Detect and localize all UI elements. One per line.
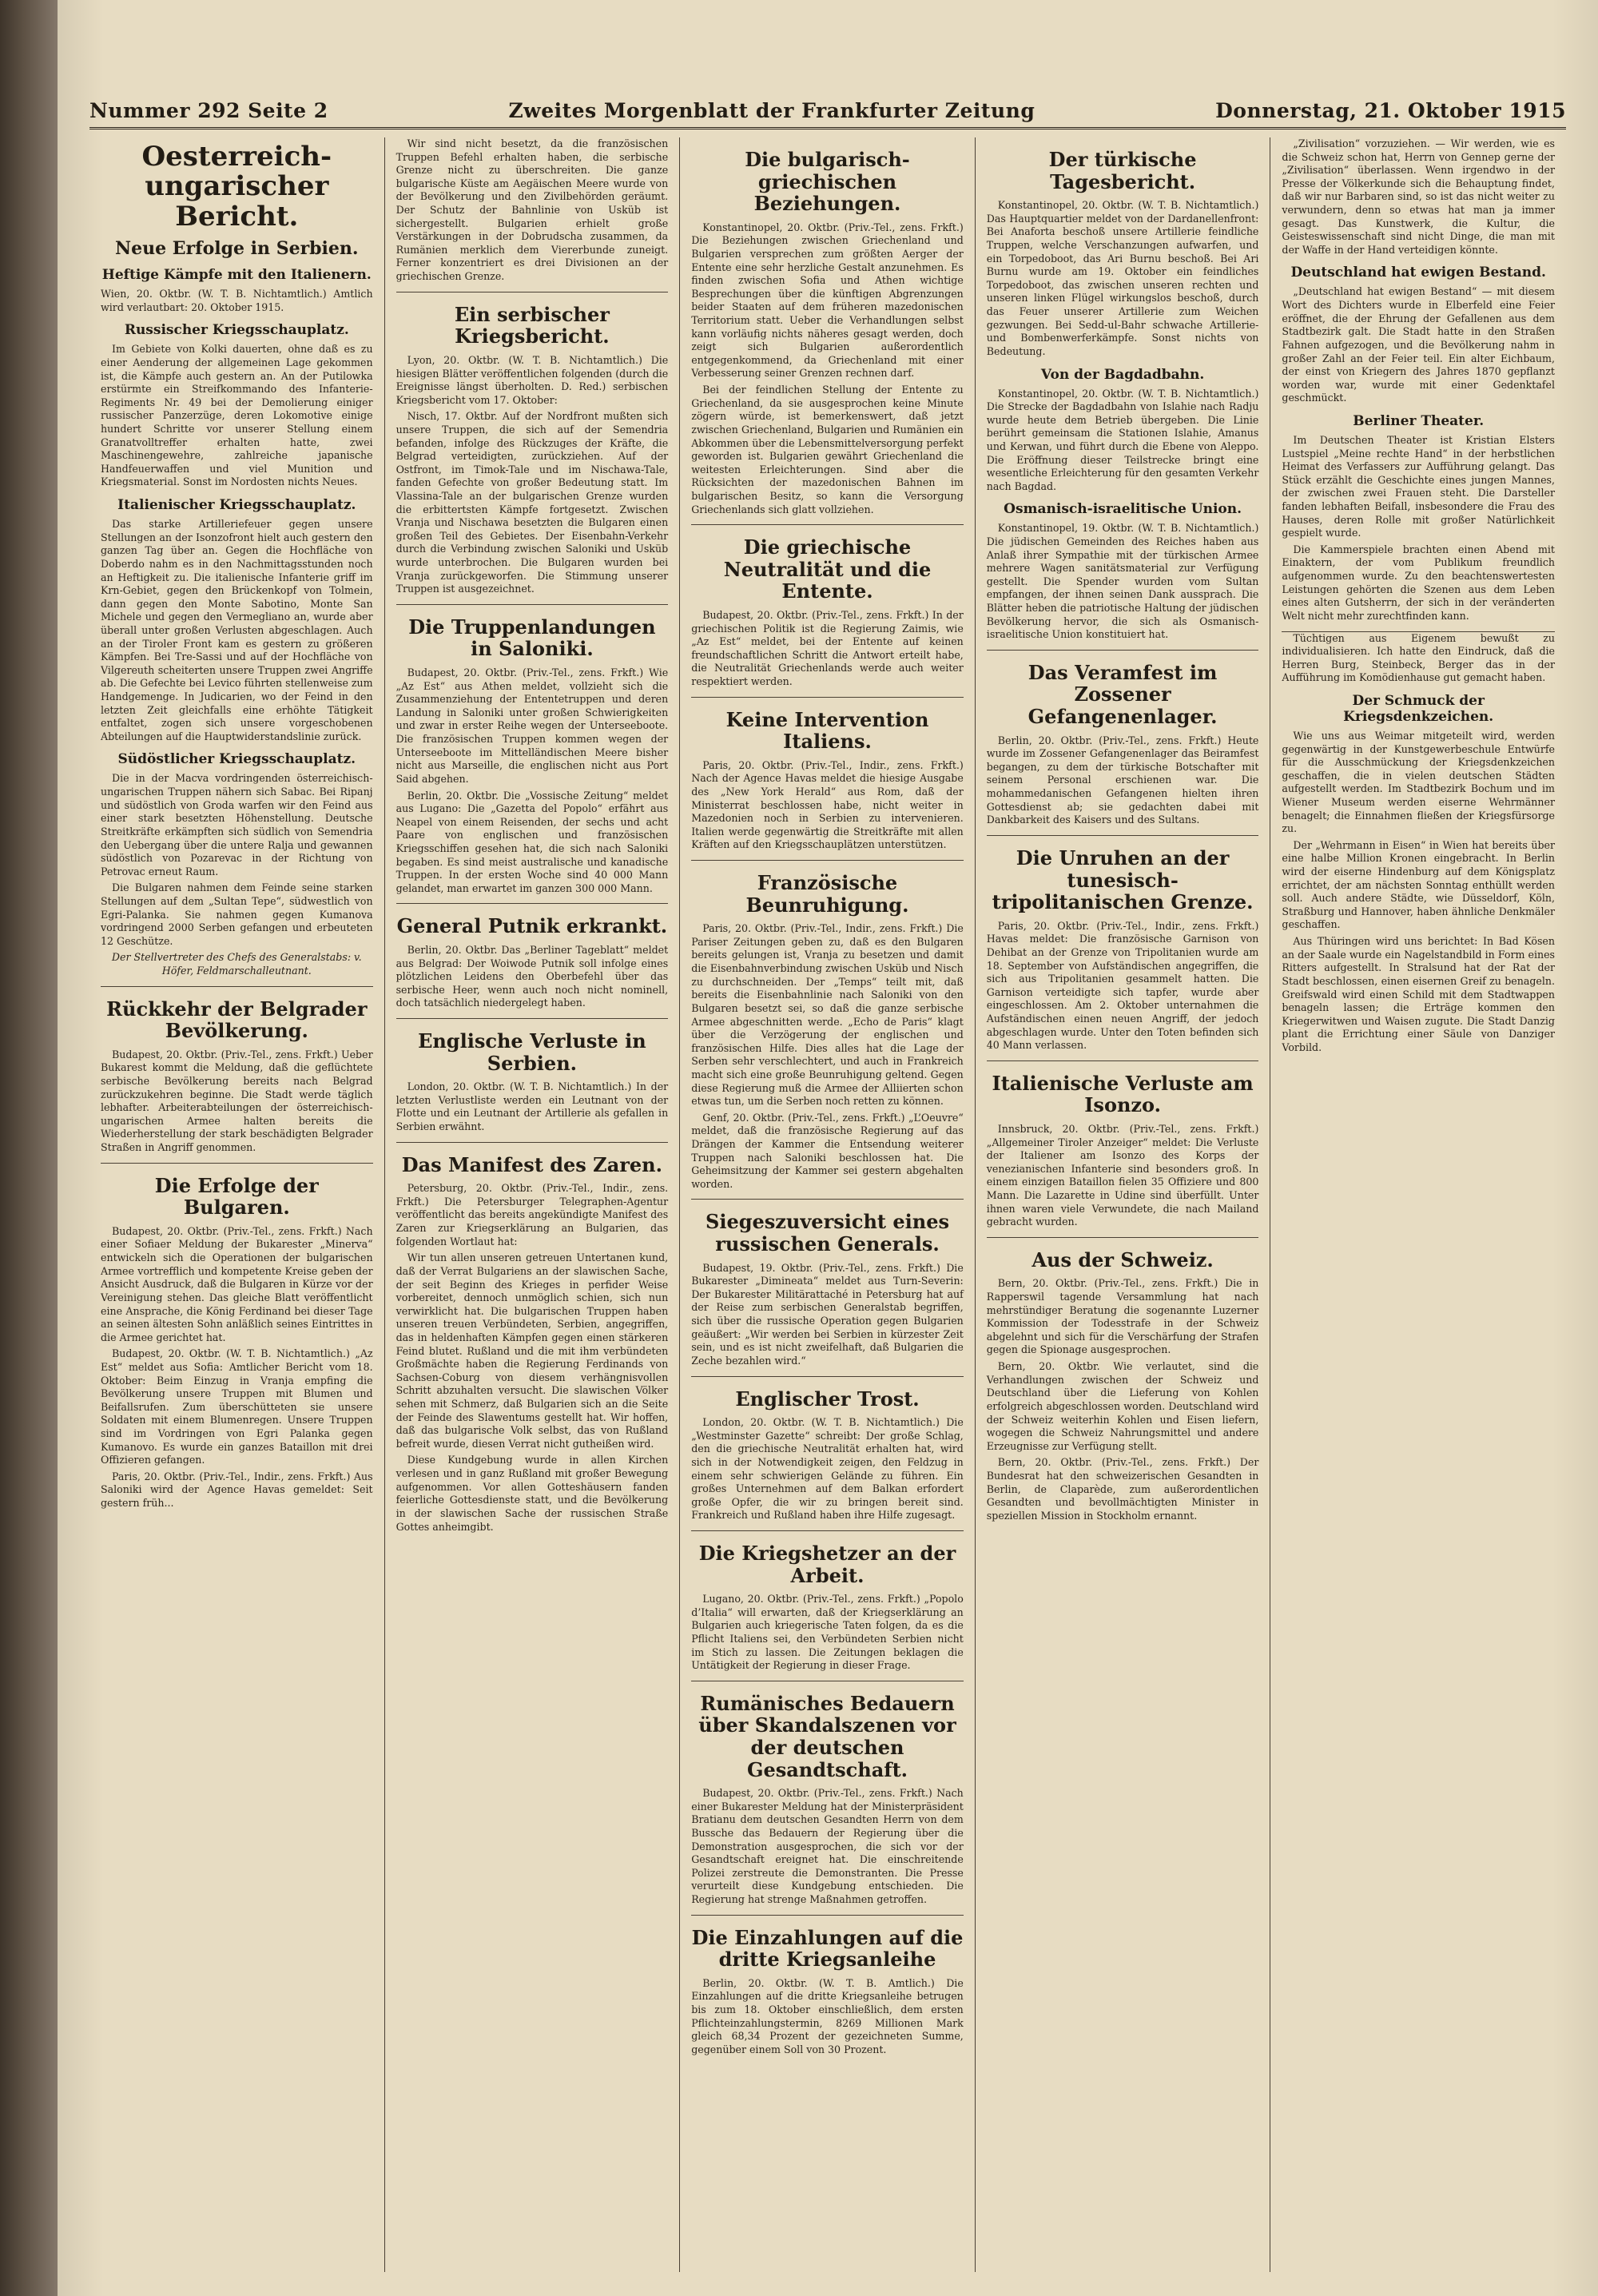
article-title: Rumänisches Bedauern über Skandalszenen vor der deutschen Gesandtschaft. [698,1691,956,1781]
article-title: Der türkische Tagesbericht. [1048,148,1197,193]
paragraph: Budapest, 20. Oktbr. (Priv.-Tel., zens. Frkft.) Ueber Bukarest kommt die Meldung, daß die geflüchtete serbische Bevölkerung bereits nach Belgrad zurückzukehren beginne. Die Stadt werde täglich lebhafter. Arbeiterabteilungen der österreichisch-ungarischen Armee halten bereits die Wiederherstellung der stark beschädigten Belgrader Straßen in Angriff genommen. [101,1048,373,1154]
paragraph: London, 20. Oktbr. (W. T. B. Nichtamtlich.) Die „Westminster Gazette“ schreibt: Der große Schlag, den die griechische Neutralität erhalten hat, wird sich in der Notwendigkeit zeigen, den Feldzug in einem sehr schwierigen Gelände zu führen. Ein großes Unternehmen auf dem Balkan erfordert große Opfer, die wir zu bringen bereit sind. Frankreich und Rußland haben ihre Hilfe zugesagt. [691,1416,964,1522]
paragraph: Budapest, 20. Oktbr. (W. T. B. Nichtamtlich.) „Az Est“ meldet aus Sofia: Amtlicher Bericht vom 18. Oktober: Beim Einzug in Vranja empfing die Bevölkerung unsere Truppen mit Blumen und Beifallsrufen. Zum überschütteten sie unsere Soldaten mit einem Blumenregen. Unsere Truppen sind im Vordringen von Egri Palanka gegen Kumanovo. Es wurde ein ganzes Bataillon mit drei Offizieren gefangen. [101,1347,373,1466]
article-title: Oesterreich-ungarischer Bericht. [141,141,332,233]
section-heading: Berliner Theater. [1353,412,1485,429]
paragraph: Bern, 20. Oktbr. (Priv.-Tel., zens. Frkft.) Der Bundesrat hat den schweizerischen Gesandten in Berlin, de Claparède, zum außerordentlichen Gesandten und bevollmächtigten Minister in speziellen Mission in Stockholm ernannt. [986,1456,1259,1522]
article-title: Die Einzahlungen auf die dritte Kriegsanleihe [691,1925,964,1972]
article-title: Die Erfolge der Bulgaren. [154,1173,319,1220]
divider [987,650,1259,651]
column-5 [1270,137,1566,2272]
section-heading: Italienischer Kriegsschauplatz. [117,497,356,514]
paragraph: Der „Wehrmann in Eisen“ in Wien hat bereits über eine halbe Million Kronen eingebracht. In Berlin wird der eiserne Hindenburg auf dem Königsplatz errichtet, der am nächsten Sonntag enthüllt werden soll. Auch andere Städte, wie Düsseldorf, Köln, Straßburg und Hannover, haben ähnliche Denkmäler geschaffen. [1282,838,1555,931]
paragraph: Im Gebiete von Kolki dauerten, ohne daß es zu einer Aenderung der allgemeinen Lage gekommen ist, die Kämpfe auch gestern an. An der Putilowka erstürmte ein Streifkommando des Infanterie-Regiments Nr. 49 bei der Demolierung einiger russischer Panzerzüge, deren Lokomotive einige hundert Schritte vor unserer Stellung einem Granatvolltreffer erhalten hatte, zwei Maschinengewehre, zahlreiche japanische Handfeuerwaffen und viel Munition und Kriegsmaterial. Sonst im Nordosten nichts Neues. [101,343,373,488]
paragraph: Lyon, 20. Oktbr. (W. T. B. Nichtamtlich.) Die hiesigen Blätter veröffentlichen folgenden (durch die Ereignisse längst überholten. D. Red.) serbischen Kriegsbericht vom 17. Oktober: [396,353,669,406]
divider [691,524,964,525]
book-binding-edge [0,0,58,2296]
paragraph: London, 20. Oktbr. (W. T. B. Nichtamtlich.) In der letzten Verlustliste werden ein Leutnant von der Flotte und ein Leutnant der Artillerie als gefallen in Serbien erwähnt. [396,1080,669,1133]
article-title: Die bulgarisch-griechischen Beziehungen. [745,148,910,216]
paragraph: Das starke Artilleriefeuer gegen unsere Stellungen an der Isonzofront hielt auch gestern den ganzen Tag über an. Gegen die Hochfläche von Doberdo nahm es in den Nachmittagsstunden noch an Heftigkeit zu. Die italienische Infanterie griff im Krn-Gebiet, gegen den Brückenkopf von Tolmein, dann gegen den Monte Sabotino, Monte San Michele und gegen den Vermegliano an, wurde aber überall unter großen Verlusten abgeschlagen. Auch an der Tiroler Front kam es gestern zu größeren Kämpfen. Bei Tre-Sassi und auf der Hochfläche von Vilgereuth scheiterten unsere Truppen zwei Angriffe ab. Die Gefechte bei Levico führten stellenweise zum Handgemenge. In Judicarien, wo der Feind in den letzten Zeit gleichfalls eine erhöhte Tätigkeit entfaltet, zogen sich unsere vorgeschobenen Abteilungen auf die Hauptwiderstandslinie zurück. [101,518,373,742]
divider [101,1163,373,1164]
column-1 [89,137,385,2272]
paragraph: Paris, 20. Oktbr. (Priv.-Tel., Indir., zens. Frkft.) Aus Saloniki wird der Agence Havas gemeldet: Seit gestern früh... [101,1470,373,1510]
dateline: Wien, 20. Oktbr. (W. T. B. Nichtamtlich.) Amtlich wird verlautbart: 20. Oktober 1915. [101,288,373,313]
article-title: Englische Verluste in Serbien. [418,1029,646,1075]
article-title: Französische Beunruhigung. [745,871,909,917]
paragraph: Tüchtigen aus Eigenem bewußt zu individualisieren. Ich hatte den Eindruck, daß die Herren Burg, Steinbeck, Berger das in der Aufführung im Komödienhause gut gemacht haben. [1282,631,1555,684]
paragraph: Die in der Macva vordringenden österreichisch-ungarischen Truppen nähern sich Sabac. Bei Ripanj und südöstlich von Groda warfen wir den Feind aus einer stark besetzten Höhenstellung. Deutsche Streitkräfte erkämpften sich südlich von Semendria den Uebergang über die untere Ralja und gewannen südöstlich von Pozarevac in der Richtung von Petrovac erneut Raum. [101,772,373,877]
section-heading: Deutschland hat ewigen Bestand. [1290,265,1546,281]
article-title: Das Manifest des Zaren. [401,1152,662,1176]
paragraph: Wie uns aus Weimar mitgeteilt wird, werden gegenwärtig in der Kunstgewerbeschule Entwürfe für die Ausschmückung der Kriegsdenkzeichen geschaffen, die in vielen deutschen Städten aufgestellt werden. Im Stadtbezirk Bochum und im Wiener Museum werden eiserne Wehrmänner benagelt; die Einnahmen fließen der Kriegsfürsorge zu. [1282,729,1555,835]
issue-date: Donnerstag, 21. Oktober 1915 [1215,99,1566,122]
divider [396,903,669,904]
section-heading: Russischer Kriegsschauplatz. [124,322,349,339]
paragraph: Konstantinopel, 19. Oktbr. (W. T. B. Nichtamtlich.) Die jüdischen Gemeinden des Reiches haben aus Anlaß ihrer Sympathie mit der türkischen Armee mehrere Wagen sanitätsmaterial zur Verfügung gestellt. Die Spender wurden vom Sultan empfangen, der ihnen seinen Dank aussprach. Die Blätter heben die patriotische Haltung der jüdischen Bevölkerung hervor, die sich als Osmanisch-israelitische Union konstituiert hat. [986,522,1259,641]
paragraph: Innsbruck, 20. Oktbr. (Priv.-Tel., zens. Frkft.) „Allgemeiner Tiroler Anzeiger“ meldet: Die Verluste der Italiener am Isonzo des Korps der venezianischen Infanterie sind besonders groß. In einem einzigen Bataillon fielen 35 Offiziere und 800 Mann. Die Lazarette in Udine sind überfüllt. Unter ihnen waren viele Verwundete, die nach Mailand gebracht wurden. [986,1122,1259,1228]
article-title: Rückkehr der Belgrader Bevölkerung. [106,997,368,1043]
divider [691,860,964,861]
divider [691,1915,964,1916]
paragraph: Budapest, 20. Oktbr. (Priv.-Tel., zens. Frkft.) Nach einer Sofiaer Meldung der Bukarester „Minerva“ entwickeln sich die Operationen der bulgarischen Armee vortrefflich und kompetente Kreise geben der Ansicht Ausdruck, daß die Bulgaren in Kürze vor der Vereinigung stehen. Das gleiche Blatt veröffentlicht eine Ansprache, die König Ferdinand bei dieser Tage an seinen ältesten Sohn anläßlich seines Eintrittes in die Armee gerichtet hat. [101,1224,373,1343]
section-heading: Der Schmuck der Kriegsdenkzeichen. [1343,692,1494,725]
article-title: Englischer Trost. [735,1387,920,1411]
article-title: Die Kriegshetzer an der Arbeit. [698,1541,956,1587]
divider [691,1376,964,1377]
newspaper-page [58,0,1598,2296]
signature: Der Stellvertreter des Chefs des Generalstabs: v. Höfer, Feldmarschalleutnant. [111,951,362,977]
section-heading: Osmanisch-israelitische Union. [1004,501,1242,518]
paragraph: Budapest, 20. Oktbr. (Priv.-Tel., zens. Frkft.) Wie „Az Est“ aus Athen meldet, vollzieht sich die Zusammenziehung der Ententetruppen und deren Landung in Saloniki unter großen Schwierigkeiten und zwar in erster Reihe wegen der Unterseeboote. Die französischen Truppen kommen wegen der Unterseeboote im Mittelländischen Meere bisher nicht aus Marseille, die englischen nicht aus Port Said abgehen. [396,667,669,785]
divider [691,1530,964,1531]
paragraph: Diese Kundgebung wurde in allen Kirchen verlesen und in ganz Rußland mit großer Bewegung aufgenommen. Vor allen Gotteshäusern fanden feierliche Gottesdienste statt, und die Bevölkerung in der slawischen Sache der russischen Straße Gottes anheimgibt. [396,1454,669,1533]
divider [987,1237,1259,1238]
column-4 [976,137,1271,2272]
section-heading: Von der Bagdadbahn. [1040,366,1205,383]
article-title: Aus der Schweiz. [1032,1247,1214,1271]
newspaper-title: Zweites Morgenblatt der Frankfurter Zeitung [508,99,1036,122]
paragraph: Konstantinopel, 20. Oktbr. (W. T. B. Nichtamtlich.) Die Strecke der Bagdadbahn von Islahie nach Radju wurde heute dem Betrieb übergeben. Die Linie berührt gemeinsam die Stationen Islahie, Amanus und Kerwan, und führt durch die Ebene von Aleppo. Die Eröffnung dieser Teilstrecke bringt eine wesentliche Erleichterung für den gesamten Verkehr nach Bagdad. [986,387,1259,492]
paragraph: Die Kammerspiele brachten einen Abend mit Einaktern, der vom Publikum freundlich aufgenommen wurde. Zu den beachtenswertesten Leistungen gehörten die Szenen aus dem Leben eines alten Gutsherrn, der sich in der veränderten Welt nicht mehr zurechtfinden kann. [1282,543,1555,622]
paragraph: Paris, 20. Oktbr. (Priv.-Tel., Indir., zens. Frkft.) Die Pariser Zeitungen geben zu, daß es den Bulgaren bereits gelungen ist, Vranja zu besetzen und damit die Eisenbahnverbindung zwischen Usküb und Nisch zu durchschneiden. Der „Temps“ teilt mit, daß bereits die Eisenbahnlinie nach Saloniki von den Bulgaren besetzt sei, so daß die ganze serbische Armee abgeschnitten werde. „Echo de Paris“ klagt über die Verzögerung der englischen und französischen Hilfe. Dies alles hat die Lage der Serben sehr verschlechtert, und auch in Frankreich macht sich eine große Beunruhigung geltend. Gegen diese Regierung muß die Armee der Alliierten schon etwas tun, um die Serben noch retten zu können. [691,922,964,1108]
article-title: Siegeszuversicht eines russischen Generals. [706,1210,949,1256]
paragraph: Budapest, 20. Oktbr. (Priv.-Tel., zens. Frkft.) In der griechischen Politik ist die Regierung Zaimis, wie „Az Est“ meldet, bei der Entente auf keinen freundschaftlichen Schritt die Antwort erteilt habe, die Neutralität Griechenlands werde auch weiter respektiert werden. [691,608,964,688]
paragraph: Nisch, 17. Oktbr. Auf der Nordfront mußten sich unsere Truppen, die sich auf der Semendria befanden, infolge des Rückzuges der Kräfte, die Belgrad verteidigten, zurückziehen. Auf der Ostfront, im Timok-Tale und im Nischawa-Tale, fanden Gefechte von großer Bedeutung statt. Im Vlassina-Tale an der bulgarischen Grenze wurden die erbittertsten Kämpfe fortgesetzt. Zwischen Vranja und Nischawa besetzten die Bulgaren einen großen Teil des Gebietes. Der Eisenbahn-Verkehr durch die Verbindung zwischen Saloniki und Usküb wurde unterbrochen. Die Bulgaren wurden bei Vranja zurückgeworfen. Die Stimmung unserer Truppen ist ausgezeichnet. [396,410,669,595]
divider [396,1018,669,1019]
divider [987,835,1259,836]
divider [396,1142,669,1143]
paragraph: Bei der feindlichen Stellung der Entente zu Griechenland, da sie ausgesprochen keine Minute zögern würde, ist bemerkenswert, daß jetzt zwischen Griechenland, Bulgarien und Rumänien ein Abkommen über die Lebensmittelversorgung perfekt geworden ist. Bulgarien gewährt Griechenland die weitesten Erleichterungen. Sind aber die Rücksichten der mazedonischen Bahnen im bulgarischen Besitz, so kann die Versorgung Griechenlands sich glatt vollziehen. [691,384,964,515]
issue-number: Nummer 292 Seite 2 [89,99,328,122]
paragraph: Wir sind nicht besetzt, da die französischen Truppen Befehl erhalten haben, die serbische Grenze nicht zu überschreiten. Die ganze bulgarische Küste am Aegäischen Meere wurde von der Bevölkerung und den Zivilbehörden geräumt. Der Schutz der Bahnlinie von Usküb ist sichergestellt. Bulgarien erhielt große Verstärkungen in der Dobrudscha zusammen, da Rumänien merklich dem Viererbunde zuneigt. Ferner konzentriert es drei Divisionen an der griechischen Grenze. [396,137,669,283]
article-title: Die griechische Neutralität und die Entente. [723,535,932,603]
divider [987,1060,1259,1061]
paragraph: Petersburg, 20. Oktbr. (Priv.-Tel., Indir., zens. Frkft.) Die Petersburger Telegraphen-Agentur veröffentlicht das bereits angekündigte Manifest des Zaren zur Kriegserklärung an Bulgarien, das folgenden Wortlaut hat: [396,1182,669,1247]
paragraph: Berlin, 20. Oktbr. (Priv.-Tel., zens. Frkft.) Heute wurde im Zossener Gefangenenlager das Beiramfest begangen, zu dem der türkische Botschafter mit seinem Personal erschienen war. Die mohammedanischen Gefangenen hielten ihren Gottesdienst ab; sie gedachten dabei mit Dankbarkeit des Kaisers und des Sultans. [986,734,1259,826]
article-title: Keine Intervention Italiens. [725,707,929,754]
article-title: Die Unruhen an der tunesisch-tripolitanischen Grenze. [992,846,1254,914]
section-heading: Südöstlicher Kriegsschauplatz. [117,751,356,768]
article-title: Italienische Verluste am Isonzo. [992,1071,1254,1117]
paragraph: Konstantinopel, 20. Oktbr. (Priv.-Tel., zens. Frkft.) Die Beziehungen zwischen Griechenland und Bulgarien versprechen zum größten Aerger der Entente eine sehr herzliche Gestalt anzunehmen. Es finden zwischen Sofia und Athen wichtige Besprechungen über die künftigen Abgrenzungen beider Staaten auf dem früheren mazedonischen Territorium statt. Ueber die Verhandlungen selbst kann vorläufig nichts näheres gesagt werden, doch zeigt sich Bulgarien außerordentlich entgegenkommend, da Griechenland mit einer Verbesserung seiner Grenzen rechnen darf. [691,221,964,380]
paragraph: Berlin, 20. Oktbr. Die „Vossische Zeitung“ meldet aus Lugano: Die „Gazetta del Popolo“ erfährt aus Neapel von einem Reisenden, der sechs und acht Paare von englischen und französischen Kriegsschiffen gesehen hat, die sich nach Saloniki begaben. Es sind meist australische und kanadische Truppen. In der ersten Woche sind 40 000 Mann gelandet, man erwartet im ganzen 300 000 Mann. [396,789,669,894]
article-title: Ein serbischer Kriegsbericht. [454,302,610,348]
article-title: General Putnik erkrankt. [396,914,668,938]
paragraph: Die Bulgaren nahmen dem Feinde seine starken Stellungen auf dem „Sultan Tepe“, südwestlich von Egri-Palanka. Sie nahmen gegen Kumanova vordringend 2000 Serben gefangen und erbeuteten 12 Geschütze. [101,881,373,947]
paragraph: Berlin, 20. Oktbr. Das „Berliner Tageblatt“ meldet aus Belgrad: Der Woiwode Putnik soll infolge eines plötzlichen Leidens den Oberbefehl über das serbische Heer, wenn auch noch nicht nominell, doch tatsächlich niedergelegt haben. [396,944,669,1009]
column-2 [385,137,681,2272]
divider [691,697,964,698]
paragraph: Konstantinopel, 20. Oktbr. (W. T. B. Nichtamtlich.) Das Hauptquartier meldet von der Dardanellenfront: Bei Anaforta beschoß unsere Artillerie feindliche Truppen, welche Verschanzungen aufwarfen, und ein Torpedoboot, das Ari Burnu beschoß. Bei Ari Burnu wurde am 19. Oktober ein feindliches Torpedoboot, das zwischen unseren rechten und unseren linken Flügel wirkungslos beschoß, durch das Feuer unserer Artillerie zum Weichen gezwungen. Bei Sedd-ul-Bahr schwache Artillerie- und Bombenwerferkämpfe. Sonst nichts von Bedeutung. [986,199,1259,357]
masthead [89,94,1566,129]
paragraph: Paris, 20. Oktbr. (Priv.-Tel., Indir., zens. Frkft.) Havas meldet: Die französische Garnison von Dehibat an der Grenze von Tripolitanien wurde am 18. September von Aufständischen angegriffen, die sich aus Tripolitanien gesammelt hatten. Die Garnison verteidigte sich tapfer, wurde aber eingeschlossen. Am 2. Oktober unternahmen die Aufständischen einen neuen Angriff, der jedoch abgeschlagen wurde. Unter den Toten befinden sich 40 Mann verlassen. [986,919,1259,1052]
paragraph: Berlin, 20. Oktbr. (W. T. B. Amtlich.) Die Einzahlungen auf die dritte Kriegsanleihe betrugen bis zum 18. Oktober einschließlich, dem ersten Pflichteinzahlungstermin, 8269 Millionen Mark gleich 68,34 Prozent der gezeichneten Summe, gegenüber einem Soll von 30 Prozent. [691,1976,964,2055]
paragraph: Wir tun allen unseren getreuen Untertanen kund, daß der Verrat Bulgariens an der slawischen Sache, der seit Beginn des Krieges in perfider Weise vorbereitet, dennoch unmöglich schien, sich nun verwirklicht hat. Die bulgarischen Truppen haben unseren treuen Verbündeten, Serbien, angegriffen, das in heldenhaften Kämpfen gegen einen stärkeren Feind blutet. Rußland und die mit ihm verbündeten Großmächte haben die Regierung Ferdinands von Sachsen-Coburg von diesem verhängnisvollen Schritt abzuhalten versucht. Die slawischen Völker sehen mit Schmerz, daß Bulgarien sich an die Seite der Feinde des Slawentums gestellt hat. Wir hoffen, daß das bulgarische Volk selbst, das von Rußland befreit wurde, diesen Verrat nicht gutheißen wird. [396,1251,669,1450]
paragraph: Genf, 20. Oktbr. (Priv.-Tel., zens. Frkft.) „L’Oeuvre“ meldet, daß die französische Regierung auf das Drängen der Kammer die Entsendung weiterer Truppen nach Saloniki beschlossen hat. Die Geheimsitzung der Kammer sei gestern abgehalten worden. [691,1111,964,1190]
columns [89,137,1566,2272]
paragraph: Aus Thüringen wird uns berichtet: In Bad Kösen an der Saale wurde ein Nagelstandbild in Form eines Ritters aufgestellt. In Stralsund hat der Rat der Stadt beschlossen, einen eisernen Greif zu benageln. Greifswald wird einen Schild mit dem Stadtwappen benageln lassen; die Erträge kommen den Kriegerwitwen und Waisen zugute. Die Stadt Danzig plant die Errichtung einer Säule von Danziger Vorbild. [1282,935,1555,1053]
paragraph: Lugano, 20. Oktbr. (Priv.-Tel., zens. Frkft.) „Popolo d’Italia“ will erwarten, daß der Kriegserklärung an Bulgarien auch kriegerische Taten folgen, da es die Pflicht Italiens sei, den Verbündeten Serbien nicht im Stich zu lassen. Die Zeitungen beklagen die Untätigkeit der Regierung in dieser Frage. [691,1593,964,1672]
divider [101,986,373,987]
article-deck: Heftige Kämpfe mit den Italienern. [101,267,372,284]
paragraph: Bern, 20. Oktbr. Wie verlautet, sind die Verhandlungen zwischen der Schweiz und Deutschland über die Lieferung von Kohlen erfolgreich abgeschlossen worden. Deutschland wird der Schweiz weiterhin Kohlen und Eisen liefern, wogegen die Schweiz Nahrungsmittel und andere Erzeugnisse zur Verfügung stellt. [986,1360,1259,1452]
column-3 [680,137,976,2272]
article-subtitle: Neue Erfolge in Serbien. [115,238,359,260]
paragraph: Budapest, 19. Oktbr. (Priv.-Tel., zens. Frkft.) Die Bukarester „Dimineata“ meldet aus Turn-Severin: Der Bukarester Militärattaché in Petersburg hat auf der Reise zum serbischen Generalstab begriffen, sich über die russische Operation gegen Bulgarien geäußert: „Wir werden bei Serbien in kürzester Zeit sein, und es ist nicht zweifelhaft, daß Bulgarien die Zeche bezahlen wird.“ [691,1261,964,1367]
paragraph: Budapest, 20. Oktbr. (Priv.-Tel., zens. Frkft.) Nach einer Bukarester Meldung hat der Ministerpräsident Bratianu dem deutschen Gesandten Herrn von dem Bussche das Bedauern der Regierung über die Demonstration ausgesprochen, die sich vor der Gesandtschaft ereignet hat. Die einschreitende Polizei zerstreute die Demonstranten. Die Presse verurteilt diese Kundgebung entschieden. Die Regierung hat strenge Maßnahmen getroffen. [691,1787,964,1906]
paragraph: Bern, 20. Oktbr. (Priv.-Tel., zens. Frkft.) Die in Rapperswil tagende Versammlung hat nach mehrstündiger Beratung die sogenannte Luzerner Kommission der Todesstrafe in der Schweiz abgelehnt und sich für die Verschärfung der Strafen gegen die Spionage ausgesprochen. [986,1277,1259,1356]
article-title: Das Veramfest im Zossener Gefangenenlager. [1028,660,1218,729]
divider [396,604,669,605]
paragraph: „Zivilisation“ vorzuziehen. — Wir werden, wie es die Schweiz schon hat, Herrn von Gennep gerne der „Zivilisation“ überlassen. Wenn irgendwo in der Presse der Völkerkunde sich die Behauptung findet, daß wir nur Barbaren sind, so ist das nicht weiter zu verwundern, denn so etwas hat man ja immer gesagt. Das Kunstwerk, die Kultur, die Geisteswissenschaft sind nicht Dinge, die man mit der Waffe in der Hand verteidigen könnte. [1282,137,1555,256]
paragraph: „Deutschland hat ewigen Bestand“ — mit diesem Wort des Dichters wurde in Elberfeld eine Feier eröffnet, die der Ehrung der Gefallenen aus dem Stadtbezirk galt. Die Stadt hatte in den Straßen Fahnen aufgezogen, und die Bevölkerung nahm in großer Zahl an der Feier teil. Ein alter Eichbaum, der einst von Kriegern des Jahres 1870 gepflanzt worden war, wurde mit einer Gedenktafel geschmückt. [1282,285,1555,404]
paragraph: Im Deutschen Theater ist Kristian Elsters Lustspiel „Meine rechte Hand“ in der herbstlichen Heimat des Verfassers zur Aufführung gelangt. Das Stück erzählt die Geschichte eines jungen Mannes, der zwischen zwei Frauen steht. Die Darsteller fanden lebhaften Beifall, insbesondere die Frau des Hauses, deren Rolle mit großer Natürlichkeit gespielt wurde. [1282,433,1555,539]
divider [691,1199,964,1200]
article-title: Die Truppenlandungen in Saloniki. [408,615,656,661]
paragraph: Paris, 20. Oktbr. (Priv.-Tel., Indir., zens. Frkft.) Nach der Agence Havas meldet die hiesige Ausgabe des „New York Herald“ aus Rom, daß der Ministerrat beschlossen habe, nicht weiter in Mazedonien noch in Serbien zu intervenieren. Italien werde gegenwärtig die Streitkräfte mit allen Kräften auf den Kriegsschauplätzen unterstützen. [691,758,964,851]
